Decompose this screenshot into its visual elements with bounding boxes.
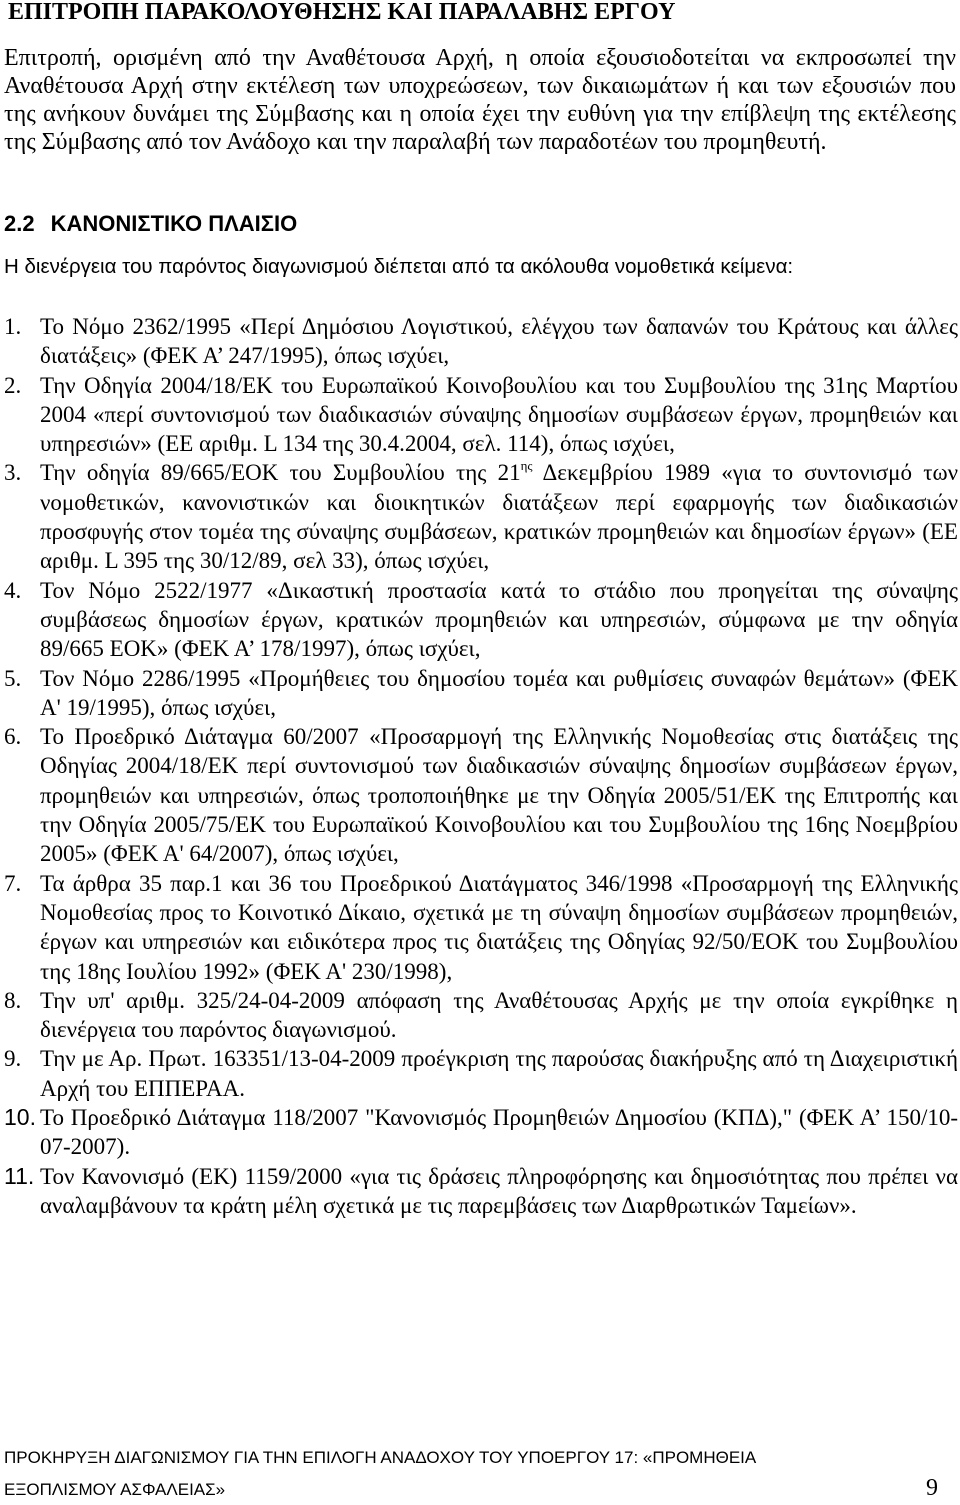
list-item	[4, 869, 958, 986]
subsection-lead: Η διενέργεια του παρόντος διαγωνισμού διέπεται από τα ακόλουθα νομοθετικά κείμενα:	[4, 255, 794, 278]
list-item-text: Τον Νόμο 2286/1995 «Προμήθειες του δημοσίου τομέα και ρυθμίσεις συναφών θεμάτων» (ΦΕΚ Α' 19/1995), όπως ισχύει,	[40, 665, 958, 720]
list-item-number: 2.	[4, 372, 22, 398]
ordinal-superscript: ης	[520, 458, 533, 474]
list-item	[4, 1044, 958, 1103]
section-heading: ΕΠΙΤΡΟΠΗ ΠΑΡΑΚΟΛΟΥΘΗΣΗΣ ΚΑΙ ΠΑΡΑΛΑΒΗΣ ΕΡΓΟΥ	[8, 0, 676, 25]
legislation-list	[4, 312, 958, 1220]
list-item-number: 6.	[4, 724, 22, 750]
list-item	[4, 371, 958, 459]
list-item	[4, 986, 958, 1045]
list-item-text: Την υπ' αριθμ. 325/24-04-2009 απόφαση της Αναθέτουσας Αρχής με την οποία εγκρίθηκε η διενέργεια του παρόντος διαγωνισμού.	[40, 987, 958, 1043]
list-item-number: 3.	[4, 460, 22, 486]
subsection-number: 2.2	[4, 211, 35, 236]
list-item-number: 9.	[4, 1046, 22, 1072]
list-item	[4, 722, 958, 868]
list-item-number: 8.	[4, 987, 22, 1013]
list-item-text	[40, 460, 958, 573]
list-item-text: Τον Νόμο 2522/1977 «Δικαστική προστασία κατά το στάδιο που προηγείται της σύναψης συμβάσεως δημοσίων έργων, κρατικών προμηθειών και υπηρεσιών, σύμφωνα με την οδηγία 89/665 ΕΟΚ» (ΦΕΚ Α’ 178/1997), όπως ισχύει,	[40, 577, 958, 662]
intro-paragraph: Επιτροπή, ορισμένη από την Αναθέτουσα Αρχή, η οποία εξουσιοδοτείται να εκπροσωπεί την Αναθέτουσα Αρχή στην εκτέλεση των υποχρεώσεων, των δικαιωμάτων ή και των εξουσιών που της ανήκουν δυνάμει της Σύμβασης και η οποία έχει την ευθύνη για την επίβλεψη της εκτέλεσης της Σύμβασης από τον Ανάδοχο και την παραλαβή των παραδοτέων του προμηθευτή.	[4, 45, 956, 155]
list-item	[4, 458, 958, 575]
page-number: 9	[926, 1475, 938, 1501]
footer-title-line-1: ΠΡΟΚΗΡΥΞΗ ΔΙΑΓΩΝΙΣΜΟΥ ΓΙΑ ΤΗΝ ΕΠΙΛΟΓΗ ΑΝΑΔΟΧΟΥ ΤΟΥ ΥΠΟΕΡΓΟΥ 17: «ΠΡΟΜΗΘΕΙΑ	[4, 1448, 757, 1467]
list-item-text: Το Νόμο 2362/1995 «Περί Δημόσιου Λογιστικού, ελέγχου των δαπανών του Κράτους και άλλες διατάξεις» (ΦΕΚ Α’ 247/1995), όπως ισχύει,	[40, 314, 958, 369]
list-item-text: Τα άρθρα 35 παρ.1 και 36 του Προεδρικού Διατάγματος 346/1998 «Προσαρμογή της Ελληνικής Νομοθεσίας προς το Κοινοτικό Δίκαιο, σχετικά με τη σύναψη δημοσίων συμβάσεων προμηθειών, έργων και υπηρεσιών και ειδικότερα προς τις διατάξεις της Οδηγίας 92/50/ΕΟΚ του Συμβουλίου της 18ης Ιουλίου 1992» (ΦΕΚ Α' 230/1998),	[40, 870, 958, 984]
list-item-number: 5.	[4, 665, 22, 691]
list-item-number: 10.	[4, 1104, 36, 1131]
list-item	[4, 312, 958, 371]
footer-line-2	[4, 1473, 954, 1505]
subsection-title: ΚΑΝΟΝΙΣΤΙΚΟ ΠΛΑΙΣΙΟ	[50, 211, 298, 236]
list-item-number: 1.	[4, 314, 22, 339]
list-item-text: Την με Αρ. Πρωτ. 163351/13-04-2009 προέγκριση της παρούσας διακήρυξης από τη Διαχειριστική Αρχή του ΕΠΠΕΡΑΑ.	[40, 1046, 958, 1101]
list-item-number: 4.	[4, 577, 22, 603]
list-item-text-part: Δεκεμβρίου 1989 «για το συντονισμό των νομοθετικών, κανονιστικών και διοικητικών διατάξεων περί εφαρμογής των διαδικασιών προσφυγής στον τομέα της σύναψης συμβάσεων, κρατικών προμηθειών και δημοσίων έργων» (ΕΕ αριθμ. L 395 της 30/12/89, σελ 33), όπως ισχύει,	[40, 460, 959, 574]
subsection-heading	[4, 210, 297, 238]
list-item	[4, 576, 958, 664]
list-item-text: Το Προεδρικό Διάταγμα 60/2007 «Προσαρμογή της Ελληνικής Νομοθεσίας στις διατάξεις της Οδηγίας 2004/18/ΕΚ περί συντονισμού των διαδικασιών σύναψης δημοσίων συμβάσεων έργων, προμηθειών και υπηρεσιών, όπως τροποποιήθηκε με την Οδηγία 2005/51/ΕΚ της Επιτροπής και την Οδηγία 2005/75/ΕΚ του Ευρωπαϊκού Κοινοβουλίου και του Συμβουλίου της 16ης Νοεμβρίου 2005» (ΦΕΚ Α' 64/2007), όπως ισχύει,	[40, 724, 958, 867]
list-item-text: Την Οδηγία 2004/18/ΕΚ του Ευρωπαϊκού Κοινοβουλίου και του Συμβουλίου της 31ης Μαρτίου 2004 «περί συντονισμού των διαδικασιών σύναψης δημοσίων συμβάσεων έργων, προμηθειών και υπηρεσιών» (ΕΕ αριθμ. L 134 της 30.4.2004, σελ. 114), όπως ισχύει,	[40, 372, 958, 457]
list-item-text: Τον Κανονισμό (ΕΚ) 1159/2000 «για τις δράσεις πληροφόρησης και δημοσιότητας που πρέπει να αναλαμβάνουν τα κράτη μέλη σχετικά με τις παρεμβάσεις των Διαρθρωτικών Ταμείων».	[40, 1163, 958, 1218]
list-item	[4, 664, 958, 723]
footer-title-line-2: ΕΞΟΠΛΙΣΜΟΥ ΑΣΦΑΛΕΙΑΣ»	[4, 1480, 226, 1499]
page-footer	[4, 1443, 954, 1505]
list-item	[4, 1103, 958, 1162]
list-item-text-part: Την οδηγία 89/665/ΕΟΚ του Συμβουλίου της 21	[40, 460, 521, 486]
list-item-text: Το Προεδρικό Διάταγμα 118/2007 "Κανονισμός Προμηθειών Δημοσίου (ΚΠΔ)," (ΦΕΚ Α’ 150/10-07-2007).	[40, 1105, 958, 1160]
list-item	[4, 1162, 958, 1221]
list-item-number: 7.	[4, 870, 22, 896]
list-item-number: 11.	[4, 1162, 35, 1189]
